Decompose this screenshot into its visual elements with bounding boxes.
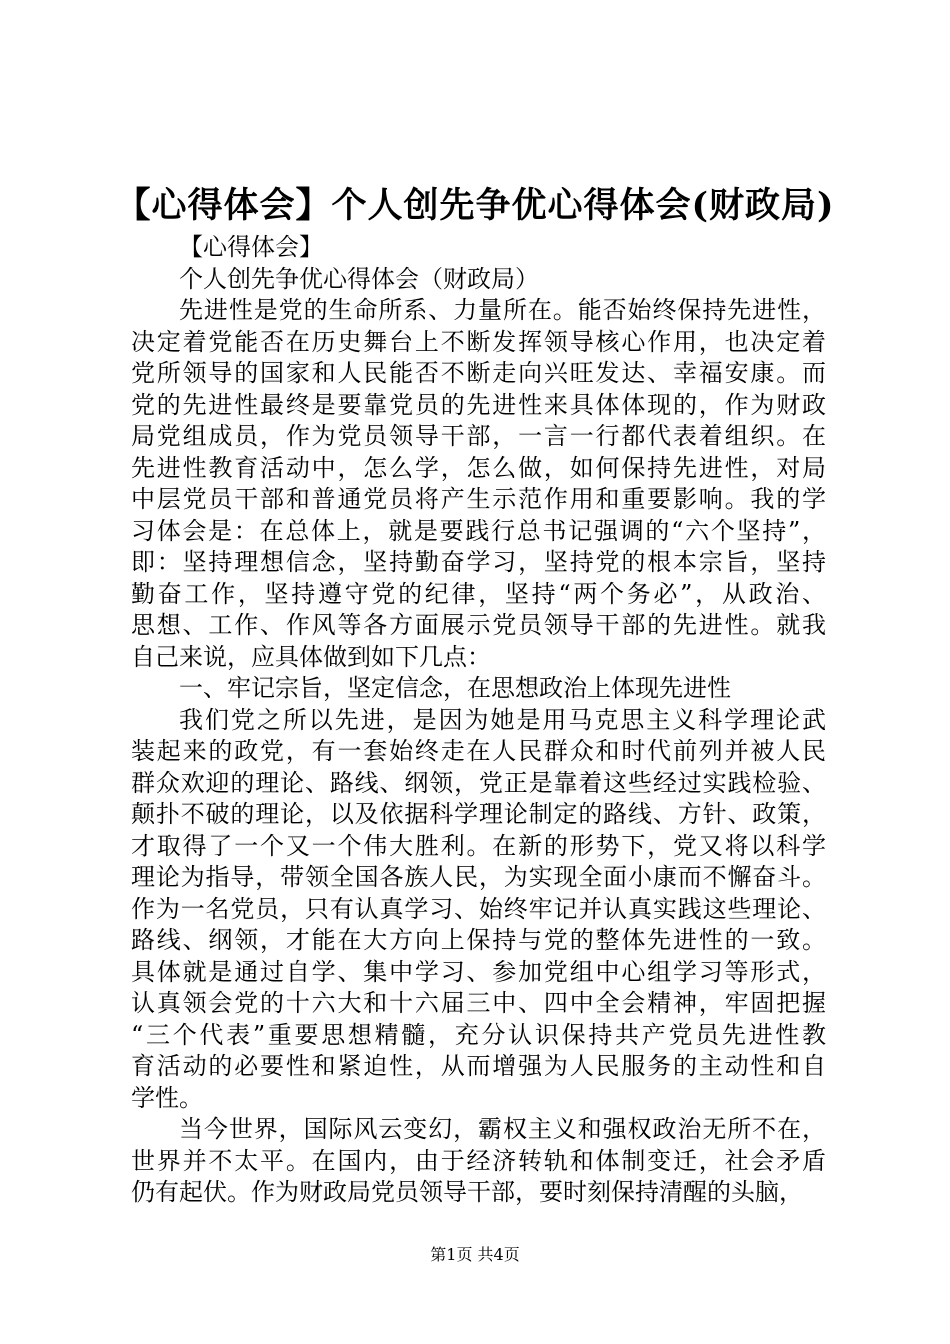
text-line: 认真领会党的十六大和十六届三中、四中全会精神，牢固把握 xyxy=(131,989,826,1017)
text-line: 局党组成员，作为党员领导干部，一言一行都代表着组织。在 xyxy=(131,422,826,450)
text-line: 颠扑不破的理论，以及依据科学理论制定的路线、方针、政策， xyxy=(131,800,826,828)
text-line: 中层党员干部和普通党员将产生示范作用和重要影响。我的学 xyxy=(131,485,826,513)
text-line: 先进性是党的生命所系、力量所在。能否始终保持先进性， xyxy=(179,296,826,324)
page-number-footer: 第1页 共4页 xyxy=(430,1245,520,1264)
paragraph xyxy=(131,264,826,296)
text-line: 群众欢迎的理论、路线、纲领，党正是靠着这些经过实践检验、 xyxy=(131,768,826,797)
text-line: 理论为指导，带领全国各族人民，为实现全面小康而不懈奋斗。 xyxy=(131,863,826,891)
text-line: 自己来说，应具体做到如下几点： xyxy=(131,642,491,671)
text-line: 路线、纲领，才能在大方向上保持与党的整体先进性的一致。 xyxy=(131,926,826,954)
paragraph xyxy=(131,232,826,264)
text-line: 世界并不太平。在国内，由于经济转轨和体制变迁，社会矛盾 xyxy=(131,1146,826,1175)
text-line: 即：坚持理想信念，坚持勤奋学习，坚持党的根本宗旨，坚持 xyxy=(131,548,826,576)
text-line: 才取得了一个又一个伟大胜利。在新的形势下，党又将以科学 xyxy=(131,831,826,860)
text-line: 个人创先争优心得体会（财政局） xyxy=(179,264,539,293)
text-line: 我们党之所以先进，是因为她是用马克思主义科学理论武 xyxy=(179,705,826,734)
text-line: 党所领导的国家和人民能否不断走向兴旺发达、幸福安康。而 xyxy=(131,359,826,387)
text-line: 仍有起伏。作为财政局党员领导干部，要时刻保持清醒的头脑， xyxy=(131,1178,803,1206)
text-line: 决定着党能否在历史舞台上不断发挥领导核心作用，也决定着 xyxy=(131,327,826,356)
text-line: 先进性教育活动中，怎么学，怎么做，如何保持先进性，对局 xyxy=(131,453,826,482)
text-line: 育活动的必要性和紧迫性，从而增强为人民服务的主动性和自 xyxy=(131,1052,826,1080)
document-body xyxy=(131,232,826,1209)
text-line: 党的先进性最终是要靠党员的先进性来具体体现的，作为财政 xyxy=(131,390,826,419)
text-line: 学性。 xyxy=(131,1083,203,1112)
paragraph xyxy=(131,295,826,673)
text-line: 勤奋工作，坚持遵守党的纪律，坚持“两个务必”，从政治、 xyxy=(131,579,826,608)
text-line: 【心得体会】 xyxy=(179,233,323,261)
text-line: 具体就是通过自学、集中学习、参加党组中心组学习等形式， xyxy=(131,957,826,986)
paragraph xyxy=(131,673,826,705)
text-line: 一、牢记宗旨，坚定信念，在思想政治上体现先进性 xyxy=(179,674,731,702)
text-line: “三个代表”重要思想精髓，充分认识保持共产党员先进性教 xyxy=(131,1020,826,1049)
text-line: 思想、工作、作风等各方面展示党员领导干部的先进性。就我 xyxy=(131,611,826,639)
text-line: 习体会是：在总体上，就是要践行总书记强调的“六个坚持”， xyxy=(131,516,826,545)
text-line: 当今世界，国际风云变幻，霸权主义和强权政治无所不在， xyxy=(179,1115,826,1143)
document-title: 【心得体会】个人创先争优心得体会(财政局) xyxy=(115,185,835,226)
paragraph xyxy=(131,705,826,1115)
text-line: 装起来的政党，有一套始终走在人民群众和时代前列并被人民 xyxy=(131,737,826,765)
text-line: 作为一名党员，只有认真学习、始终牢记并认真实践这些理论、 xyxy=(131,894,826,923)
paragraph xyxy=(131,1114,826,1209)
